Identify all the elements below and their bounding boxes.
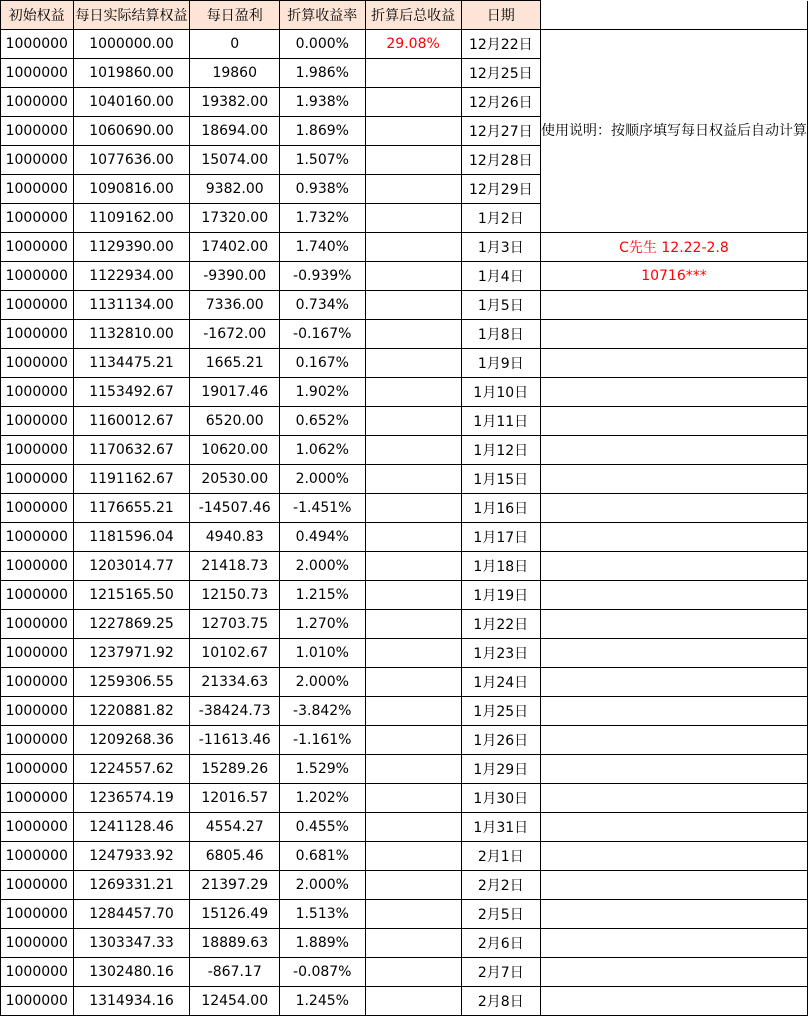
cell-return-rate[interactable]: 1.010% [280, 639, 366, 668]
cell-notes-empty[interactable] [540, 407, 807, 436]
cell-date[interactable]: 1月3日 [461, 233, 540, 262]
cell-daily-equity[interactable]: 1241128.46 [73, 813, 190, 842]
cell-total-return-empty[interactable] [365, 465, 461, 494]
cell-daily-equity[interactable]: 1209268.36 [73, 726, 190, 755]
table-row [1, 233, 808, 262]
cell-daily-equity[interactable]: 1040160.00 [73, 88, 190, 117]
cell-return-rate[interactable]: 1.513% [280, 900, 366, 929]
cell-daily-profit[interactable]: 19860 [190, 59, 280, 88]
table-row [1, 291, 808, 320]
cell-notes-empty[interactable] [540, 552, 807, 581]
cell-initial-equity[interactable]: 1000000 [1, 842, 74, 871]
cell-initial-equity[interactable]: 1000000 [1, 929, 74, 958]
cell-notes-empty[interactable] [540, 494, 807, 523]
cell-total-return-empty[interactable] [365, 407, 461, 436]
cell-daily-equity[interactable]: 1247933.92 [73, 842, 190, 871]
cell-daily-profit[interactable]: 10620.00 [190, 436, 280, 465]
table-row [1, 30, 808, 59]
cell-daily-profit[interactable]: -1672.00 [190, 320, 280, 349]
cell-total-return-empty[interactable] [365, 349, 461, 378]
cell-notes-empty[interactable] [540, 755, 807, 784]
cell-total-return-empty[interactable] [365, 755, 461, 784]
cell-return-rate[interactable]: 1.740% [280, 233, 366, 262]
table-row [1, 262, 808, 291]
cell-daily-equity[interactable]: 1129390.00 [73, 233, 190, 262]
cell-return-rate[interactable]: 1.869% [280, 117, 366, 146]
cell-total-return-empty[interactable] [365, 552, 461, 581]
cell-initial-equity[interactable]: 1000000 [1, 668, 74, 697]
cell-notes-empty[interactable] [540, 349, 807, 378]
cell-total-return-empty[interactable] [365, 987, 461, 1016]
cell-initial-equity[interactable]: 1000000 [1, 552, 74, 581]
table-row [1, 378, 808, 407]
cell-date[interactable]: 1月5日 [461, 291, 540, 320]
cell-date[interactable]: 1月12日 [461, 436, 540, 465]
cell-return-rate[interactable]: -1.451% [280, 494, 366, 523]
cell-daily-profit[interactable]: 6520.00 [190, 407, 280, 436]
cell-total-return-empty[interactable] [365, 929, 461, 958]
cell-daily-equity[interactable]: 1077636.00 [73, 146, 190, 175]
cell-return-rate[interactable]: 0.652% [280, 407, 366, 436]
table-row [1, 697, 808, 726]
cell-notes-empty[interactable] [540, 697, 807, 726]
cell-date[interactable]: 1月31日 [461, 813, 540, 842]
cell-return-rate[interactable]: 0.000% [280, 30, 366, 59]
cell-daily-equity[interactable]: 1237971.92 [73, 639, 190, 668]
cell-date[interactable]: 1月18日 [461, 552, 540, 581]
cell-daily-profit[interactable]: 9382.00 [190, 175, 280, 204]
cell-daily-profit[interactable]: 12150.73 [190, 581, 280, 610]
cell-daily-equity[interactable]: 1122934.00 [73, 262, 190, 291]
cell-notes-empty[interactable] [540, 726, 807, 755]
cell-initial-equity[interactable]: 1000000 [1, 30, 74, 59]
cell-daily-profit[interactable]: 10102.67 [190, 639, 280, 668]
cell-initial-equity[interactable]: 1000000 [1, 291, 74, 320]
cell-daily-profit[interactable]: 0 [190, 30, 280, 59]
cell-date[interactable]: 2月2日 [461, 871, 540, 900]
cell-daily-profit[interactable]: 12703.75 [190, 610, 280, 639]
cell-initial-equity[interactable]: 1000000 [1, 958, 74, 987]
cell-daily-profit[interactable]: 1665.21 [190, 349, 280, 378]
header-row [1, 1, 808, 30]
cell-daily-equity[interactable]: 1170632.67 [73, 436, 190, 465]
cell-total-return-empty[interactable] [365, 146, 461, 175]
cell-daily-profit[interactable]: 4940.83 [190, 523, 280, 552]
cell-daily-equity[interactable]: 1215165.50 [73, 581, 190, 610]
cell-total-return-empty[interactable] [365, 697, 461, 726]
cell-notes-empty[interactable] [540, 987, 807, 1016]
cell-return-rate[interactable]: 0.455% [280, 813, 366, 842]
cell-total-return-empty[interactable] [365, 900, 461, 929]
cell-initial-equity[interactable]: 1000000 [1, 378, 74, 407]
cell-initial-equity[interactable]: 1000000 [1, 233, 74, 262]
cell-date[interactable]: 2月8日 [461, 987, 540, 1016]
table-row [1, 523, 808, 552]
cell-notes-empty[interactable] [540, 958, 807, 987]
cell-initial-equity[interactable]: 1000000 [1, 320, 74, 349]
cell-date[interactable]: 1月16日 [461, 494, 540, 523]
cell-initial-equity[interactable]: 1000000 [1, 88, 74, 117]
cell-daily-profit[interactable]: 6805.46 [190, 842, 280, 871]
table-row [1, 842, 808, 871]
cell-return-rate[interactable]: 1.270% [280, 610, 366, 639]
cell-return-rate[interactable]: -0.939% [280, 262, 366, 291]
cell-return-rate[interactable]: 1.062% [280, 436, 366, 465]
table-row [1, 987, 808, 1016]
cell-total-return-empty[interactable] [365, 262, 461, 291]
cell-return-rate[interactable]: 0.494% [280, 523, 366, 552]
cell-initial-equity[interactable]: 1000000 [1, 436, 74, 465]
table-row [1, 639, 808, 668]
cell-date[interactable]: 2月7日 [461, 958, 540, 987]
cell-total-return-empty[interactable] [365, 291, 461, 320]
cell-daily-equity[interactable]: 1303347.33 [73, 929, 190, 958]
cell-daily-profit[interactable]: -867.17 [190, 958, 280, 987]
cell-initial-equity[interactable]: 1000000 [1, 697, 74, 726]
cell-daily-profit[interactable]: 4554.27 [190, 813, 280, 842]
cell-daily-profit[interactable]: 19382.00 [190, 88, 280, 117]
cell-date[interactable]: 1月22日 [461, 610, 540, 639]
cell-daily-profit[interactable]: 15126.49 [190, 900, 280, 929]
usage-note[interactable]: 使用说明：按顺序填写每日权益后自动计算 [540, 30, 807, 233]
cell-date[interactable]: 1月23日 [461, 639, 540, 668]
cell-return-rate[interactable]: 0.734% [280, 291, 366, 320]
cell-return-rate[interactable]: 1.245% [280, 987, 366, 1016]
cell-notes-empty[interactable] [540, 378, 807, 407]
table-row [1, 581, 808, 610]
cell-total-return-empty[interactable] [365, 494, 461, 523]
cell-daily-equity[interactable]: 1019860.00 [73, 59, 190, 88]
cell-daily-profit[interactable]: -14507.46 [190, 494, 280, 523]
cell-daily-equity[interactable]: 1181596.04 [73, 523, 190, 552]
cell-total-return-empty[interactable] [365, 813, 461, 842]
cell-date[interactable]: 2月5日 [461, 900, 540, 929]
cell-return-rate[interactable]: 2.000% [280, 668, 366, 697]
cell-date[interactable]: 1月9日 [461, 349, 540, 378]
cell-date[interactable]: 12月22日 [461, 30, 540, 59]
cell-daily-profit[interactable]: -11613.46 [190, 726, 280, 755]
table-row [1, 726, 808, 755]
cell-daily-profit[interactable]: 12454.00 [190, 987, 280, 1016]
header-total-return[interactable]: 折算后总收益 [365, 1, 461, 30]
cell-initial-equity[interactable]: 1000000 [1, 262, 74, 291]
cell-return-rate[interactable]: 1.529% [280, 755, 366, 784]
cell-initial-equity[interactable]: 1000000 [1, 755, 74, 784]
cell-initial-equity[interactable]: 1000000 [1, 117, 74, 146]
cell-total-return-empty[interactable] [365, 175, 461, 204]
cell-notes-empty[interactable] [540, 813, 807, 842]
table-row [1, 610, 808, 639]
cell-daily-equity[interactable]: 1236574.19 [73, 784, 190, 813]
cell-daily-profit[interactable]: 19017.46 [190, 378, 280, 407]
header-daily-equity[interactable]: 每日实际结算权益 [73, 1, 190, 30]
cell-total-return-empty[interactable] [365, 523, 461, 552]
cell-initial-equity[interactable]: 1000000 [1, 175, 74, 204]
cell-notes-empty[interactable] [540, 871, 807, 900]
cell-total-return-empty[interactable] [365, 668, 461, 697]
table-body [1, 30, 808, 1016]
table-row [1, 349, 808, 378]
cell-return-rate[interactable]: 1.732% [280, 204, 366, 233]
cell-return-rate[interactable]: 1.507% [280, 146, 366, 175]
cell-daily-equity[interactable]: 1220881.82 [73, 697, 190, 726]
cell-daily-profit[interactable]: 18889.63 [190, 929, 280, 958]
cell-daily-equity[interactable]: 1090816.00 [73, 175, 190, 204]
cell-date[interactable]: 2月6日 [461, 929, 540, 958]
cell-date[interactable]: 2月1日 [461, 842, 540, 871]
cell-return-rate[interactable]: -3.842% [280, 697, 366, 726]
cell-date[interactable]: 12月27日 [461, 117, 540, 146]
cell-daily-profit[interactable]: 17402.00 [190, 233, 280, 262]
cell-total-return-empty[interactable] [365, 88, 461, 117]
cell-total-return-empty[interactable] [365, 726, 461, 755]
cell-return-rate[interactable]: 0.167% [280, 349, 366, 378]
cell-initial-equity[interactable]: 1000000 [1, 610, 74, 639]
cell-return-rate[interactable]: 0.681% [280, 842, 366, 871]
cell-date[interactable]: 1月8日 [461, 320, 540, 349]
cell-daily-profit[interactable]: 18694.00 [190, 117, 280, 146]
cell-total-return-empty[interactable] [365, 958, 461, 987]
cell-daily-equity[interactable]: 1109162.00 [73, 204, 190, 233]
cell-total-return-empty[interactable] [365, 59, 461, 88]
client-name-label[interactable]: C先生 12.22-2.8 [540, 233, 807, 262]
cell-notes-empty[interactable] [540, 581, 807, 610]
cell-return-rate[interactable]: 1.938% [280, 88, 366, 117]
cell-date[interactable]: 1月4日 [461, 262, 540, 291]
cell-return-rate[interactable]: 1.202% [280, 784, 366, 813]
table-row [1, 552, 808, 581]
cell-daily-profit[interactable]: 21334.63 [190, 668, 280, 697]
cell-return-rate[interactable]: 1.902% [280, 378, 366, 407]
cell-daily-equity[interactable]: 1314934.16 [73, 987, 190, 1016]
cell-date[interactable]: 1月19日 [461, 581, 540, 610]
cell-notes-empty[interactable] [540, 929, 807, 958]
table-row [1, 813, 808, 842]
cell-return-rate[interactable]: -0.167% [280, 320, 366, 349]
cell-total-return-empty[interactable] [365, 581, 461, 610]
cell-daily-profit[interactable]: 17320.00 [190, 204, 280, 233]
cell-notes-empty[interactable] [540, 320, 807, 349]
cell-date[interactable]: 1月29日 [461, 755, 540, 784]
cell-date[interactable]: 1月17日 [461, 523, 540, 552]
cell-date[interactable]: 1月26日 [461, 726, 540, 755]
cell-notes-empty[interactable] [540, 523, 807, 552]
cell-return-rate[interactable]: 1.889% [280, 929, 366, 958]
table-row [1, 494, 808, 523]
cell-initial-equity[interactable]: 1000000 [1, 204, 74, 233]
cell-initial-equity[interactable]: 1000000 [1, 784, 74, 813]
table-row [1, 900, 808, 929]
cell-daily-equity[interactable]: 1203014.77 [73, 552, 190, 581]
cell-notes-empty[interactable] [540, 291, 807, 320]
cell-date[interactable]: 1月11日 [461, 407, 540, 436]
client-account-label[interactable]: 10716*** [540, 262, 807, 291]
table-row [1, 436, 808, 465]
header-blank-cell[interactable] [540, 1, 807, 30]
cell-daily-profit[interactable]: -38424.73 [190, 697, 280, 726]
cell-initial-equity[interactable]: 1000000 [1, 726, 74, 755]
table-row [1, 871, 808, 900]
header-initial-equity[interactable]: 初始权益 [1, 1, 74, 30]
cell-return-rate[interactable]: -0.087% [280, 958, 366, 987]
cell-initial-equity[interactable]: 1000000 [1, 349, 74, 378]
cell-daily-profit[interactable]: 15289.26 [190, 755, 280, 784]
cell-return-rate[interactable]: 0.938% [280, 175, 366, 204]
cell-initial-equity[interactable]: 1000000 [1, 639, 74, 668]
cell-daily-equity[interactable]: 1224557.62 [73, 755, 190, 784]
cell-return-rate[interactable]: 2.000% [280, 871, 366, 900]
cell-notes-empty[interactable] [540, 610, 807, 639]
table-row [1, 958, 808, 987]
table-row [1, 320, 808, 349]
cell-daily-profit[interactable]: 21418.73 [190, 552, 280, 581]
header-date[interactable]: 日期 [461, 1, 540, 30]
cell-date[interactable]: 12月28日 [461, 146, 540, 175]
cell-daily-equity[interactable]: 1191162.67 [73, 465, 190, 494]
cell-initial-equity[interactable]: 1000000 [1, 146, 74, 175]
cell-notes-empty[interactable] [540, 639, 807, 668]
cell-daily-profit[interactable]: 12016.57 [190, 784, 280, 813]
cell-initial-equity[interactable]: 1000000 [1, 987, 74, 1016]
cell-daily-profit[interactable]: 15074.00 [190, 146, 280, 175]
cell-daily-equity[interactable]: 1132810.00 [73, 320, 190, 349]
cell-daily-equity[interactable]: 1153492.67 [73, 378, 190, 407]
cell-initial-equity[interactable]: 1000000 [1, 494, 74, 523]
cell-daily-equity[interactable]: 1302480.16 [73, 958, 190, 987]
cell-initial-equity[interactable]: 1000000 [1, 59, 74, 88]
cell-total-return-empty[interactable] [365, 204, 461, 233]
cell-date[interactable]: 1月24日 [461, 668, 540, 697]
cell-daily-equity[interactable]: 1160012.67 [73, 407, 190, 436]
cell-daily-equity[interactable]: 1000000.00 [73, 30, 190, 59]
cell-date[interactable]: 12月29日 [461, 175, 540, 204]
cell-daily-profit[interactable]: 21397.29 [190, 871, 280, 900]
cell-daily-equity[interactable]: 1134475.21 [73, 349, 190, 378]
cell-daily-equity[interactable]: 1227869.25 [73, 610, 190, 639]
cell-return-rate[interactable]: 2.000% [280, 552, 366, 581]
cell-daily-profit[interactable]: -9390.00 [190, 262, 280, 291]
table-row [1, 929, 808, 958]
cell-initial-equity[interactable]: 1000000 [1, 871, 74, 900]
cell-return-rate[interactable]: 2.000% [280, 465, 366, 494]
cell-initial-equity[interactable]: 1000000 [1, 523, 74, 552]
cell-total-return-empty[interactable] [365, 784, 461, 813]
cell-daily-equity[interactable]: 1259306.55 [73, 668, 190, 697]
cell-daily-profit[interactable]: 20530.00 [190, 465, 280, 494]
cell-notes-empty[interactable] [540, 465, 807, 494]
cell-total-return-empty[interactable] [365, 378, 461, 407]
cell-date[interactable]: 1月25日 [461, 697, 540, 726]
cell-initial-equity[interactable]: 1000000 [1, 407, 74, 436]
cell-date[interactable]: 1月10日 [461, 378, 540, 407]
cell-daily-equity[interactable]: 1284457.70 [73, 900, 190, 929]
table-row [1, 407, 808, 436]
cell-total-return-empty[interactable] [365, 117, 461, 146]
cell-daily-equity[interactable]: 1269331.21 [73, 871, 190, 900]
cell-date[interactable]: 1月15日 [461, 465, 540, 494]
total-return-value[interactable]: 29.08% [365, 30, 461, 59]
cell-total-return-empty[interactable] [365, 610, 461, 639]
cell-total-return-empty[interactable] [365, 233, 461, 262]
header-return-rate[interactable]: 折算收益率 [280, 1, 366, 30]
cell-daily-equity[interactable]: 1060690.00 [73, 117, 190, 146]
cell-date[interactable]: 1月30日 [461, 784, 540, 813]
cell-date[interactable]: 1月2日 [461, 204, 540, 233]
table-row [1, 465, 808, 494]
cell-daily-equity[interactable]: 1176655.21 [73, 494, 190, 523]
header-daily-profit[interactable]: 每日盈利 [190, 1, 280, 30]
cell-return-rate[interactable]: 1.215% [280, 581, 366, 610]
cell-notes-empty[interactable] [540, 668, 807, 697]
table-row [1, 755, 808, 784]
cell-total-return-empty[interactable] [365, 842, 461, 871]
cell-return-rate[interactable]: 1.986% [280, 59, 366, 88]
cell-total-return-empty[interactable] [365, 436, 461, 465]
cell-total-return-empty[interactable] [365, 871, 461, 900]
cell-date[interactable]: 12月26日 [461, 88, 540, 117]
cell-daily-equity[interactable]: 1131134.00 [73, 291, 190, 320]
cell-total-return-empty[interactable] [365, 320, 461, 349]
cell-notes-empty[interactable] [540, 784, 807, 813]
cell-daily-profit[interactable]: 7336.00 [190, 291, 280, 320]
cell-total-return-empty[interactable] [365, 639, 461, 668]
cell-initial-equity[interactable]: 1000000 [1, 900, 74, 929]
cell-initial-equity[interactable]: 1000000 [1, 813, 74, 842]
cell-date[interactable]: 12月25日 [461, 59, 540, 88]
table-row [1, 784, 808, 813]
cell-notes-empty[interactable] [540, 842, 807, 871]
table-row [1, 668, 808, 697]
cell-notes-empty[interactable] [540, 900, 807, 929]
cell-initial-equity[interactable]: 1000000 [1, 465, 74, 494]
cell-notes-empty[interactable] [540, 436, 807, 465]
cell-return-rate[interactable]: -1.161% [280, 726, 366, 755]
cell-initial-equity[interactable]: 1000000 [1, 581, 74, 610]
